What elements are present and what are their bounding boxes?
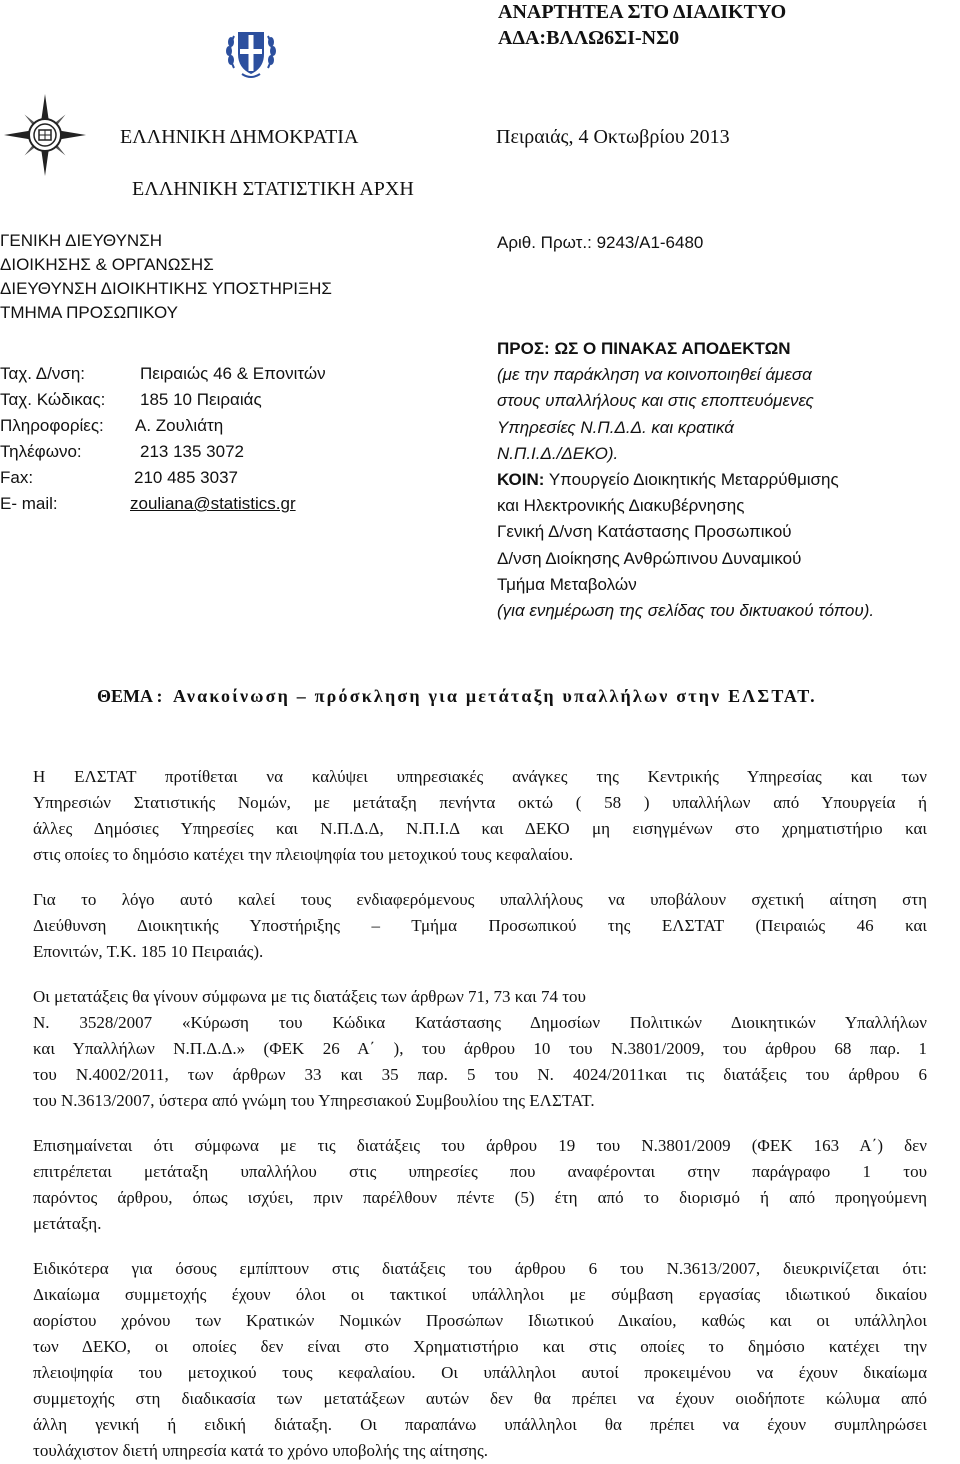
paragraph-line: επιτρέπεται μετάταξη υπαλλήλου στις υπηρεσίες που αναφέρονται στην παράγραφο 1 του: [33, 1162, 927, 1181]
phone-label: Τηλέφωνο:: [0, 442, 82, 461]
email-label: E- mail:: [0, 494, 58, 513]
email-link[interactable]: zouliana@statistics.gr: [130, 494, 296, 513]
body-paragraph: [33, 764, 927, 868]
protocol-number: [497, 230, 703, 256]
dept-line: ΔΙΕΥΘΥΝΣΗ ΔΙΟΙΚΗΤΙΚΗΣ ΥΠΟΣΤΗΡΙΞΗΣ: [0, 279, 332, 298]
to-note-line: (με την παράκληση να κοινοποιηθεί άμεσα: [497, 365, 812, 385]
paragraph-line: Ειδικότερα για όσους εμπίπτουν στις διατάξεις του άρθρου 6 του Ν.3613/2007, διευκρινίζεται ότι:: [33, 1259, 927, 1278]
to-label: ΠΡΟΣ:: [497, 339, 550, 358]
paragraph-line: Υπηρεσιών Στατιστικής Νομών, με μετάταξη πενήντα οκτώ ( 58 ) υπαλλήλων από Υπουργεία ή: [33, 793, 927, 812]
paragraph-line: Η ΕΛΣΤΑΤ προτίθεται να καλύψει υπηρεσιακές ανάγκες της Κεντρικής Υπηρεσίας και των: [33, 767, 927, 786]
to-note-line: Ν.Π.Ι.Δ./ΔΕΚΟ).: [497, 443, 619, 463]
postal-code-value: 185 10 Πειραιάς: [140, 390, 262, 409]
dept-line: ΔΙΟΙΚΗΣΗΣ & ΟΡΓΑΝΩΣΗΣ: [0, 255, 214, 274]
body-text: [33, 764, 927, 1464]
paragraph-line: συμμετοχής στη διαδικασία των μετατάξεων αυτών δεν θα πρέπει να έχουν οιοδήποτε κώλυμα από: [33, 1389, 927, 1408]
koin-line: Γενική Δ/νση Κατάστασης Προσωπικού: [497, 522, 792, 542]
dept-line: ΓΕΝΙΚΗ ΔΙΕΥΘΥΝΣΗ: [0, 231, 162, 250]
to-note-line: στους υπαλλήλους και στις εποπτευόμενες: [497, 391, 814, 411]
body-paragraph: [33, 887, 927, 965]
paragraph-line: μετάταξη.: [33, 1214, 102, 1233]
paragraph-line: των ΔΕΚΟ, οι οποίες δεν είναι στο Χρηματιστήριο και στις οποίες το δημόσιο κατέχει την: [33, 1337, 927, 1356]
posting-line-1: ΑΝΑΡΤΗΤΕΑ ΣΤΟ ΔΙΑΔΙΚΤΥΟ: [498, 1, 787, 23]
posting-line-2: ΑΔΑ:ΒΛΛΩ6ΣΙ-ΝΣ0: [498, 27, 680, 49]
sender-department: [0, 229, 332, 325]
paragraph-line: πλειοψηφία του μετοχικού τους κεφαλαίου. Οι υπάλληλοι αυτοί προκειμένου να έχουν δικαίωμα: [33, 1363, 927, 1382]
koin-line: Τμήμα Μεταβολών: [497, 574, 637, 594]
info-value: Α. Ζουλιάτη: [135, 416, 224, 435]
paragraph-line: και Υπαλλήλων Ν.Π.Δ.Δ.» (ΦΕΚ 26 Α΄ ), του άρθρου 10 του Ν.3801/2009, του άρθρου 68 παρ. 1: [33, 1039, 927, 1058]
paragraph-line: Επισημαίνεται ότι σύμφωνα με τις διατάξεις του άρθρου 19 του Ν.3801/2009 (ΦΕΚ 163 Α΄) δεν: [33, 1136, 927, 1155]
body-paragraph: [33, 984, 927, 1114]
sender-contact: [0, 361, 326, 517]
greek-coat-of-arms-icon: [224, 24, 278, 80]
recipient-block: [497, 336, 874, 624]
elstat-star-logo-icon: [2, 92, 88, 178]
address-label: Ταχ. Δ/νση:: [0, 364, 86, 383]
paragraph-line: στις οποίες το δημόσιο κατέχει την πλειοψηφία του μετοχικού τους κεφαλαίου.: [33, 845, 574, 864]
fax-value: 210 485 3037: [134, 468, 238, 487]
subject-line: [97, 682, 817, 710]
paragraph-line: αορίστου χρόνου των Κρατικών Νομικών Προσώπων Ιδιωτικού Δικαίου, καθώς και οι υπάλληλοι: [33, 1311, 927, 1330]
to-note-line: Υπηρεσίες Ν.Π.Δ.Δ. και κρατικά: [497, 417, 734, 437]
paragraph-line: άλλες Δημόσιες Υπηρεσίες και Ν.Π.Δ.Δ, Ν.Π.Ι.Δ και ΔΕΚΟ μη εισηγμένων στο χρηματιστήριο και: [33, 819, 927, 838]
body-paragraph: [33, 1256, 927, 1464]
phone-value: 213 135 3072: [140, 442, 244, 461]
paragraph-line: του Ν.3613/2007, ύστερα από γνώμη του Υπηρεσιακού Συμβουλίου της ΕΛΣΤΑΤ.: [33, 1091, 595, 1110]
body-paragraph: [33, 1133, 927, 1237]
protocol-value: 9243/Α1-6480: [596, 233, 704, 252]
place-date: Πειραιάς, 4 Οκτωβρίου 2013: [496, 126, 730, 148]
to-value: ΩΣ Ο ΠΙΝΑΚΑΣ ΑΠΟΔΕΚΤΩΝ: [554, 339, 791, 358]
address-value: Πειραιώς 46 & Επονιτών: [140, 364, 326, 383]
authority-title: ΕΛΛΗΝΙΚΗ ΣΤΑΤΙΣΤΙΚΗ ΑΡΧΗ: [132, 178, 414, 200]
paragraph-line: του Ν.4002/2011, των άρθρων 33 και 35 παρ. 5 του Ν. 4024/2011και τις διατάξεις του άρθρου 6: [33, 1065, 927, 1084]
paragraph-line: Επονιτών, Τ.Κ. 185 10 Πειραιάς).: [33, 942, 264, 961]
paragraph-line: Δικαίωμα συμμετοχής έχουν όλοι οι τακτικοί υπάλληλοι με σύμβαση εργασίας ιδιωτικού δικαίου: [33, 1285, 927, 1304]
koin-note: (για ενημέρωση της σελίδας του δικτυακού τόπου).: [497, 601, 875, 621]
fax-label: Fax:: [0, 468, 34, 487]
republic-title: ΕΛΛΗΝΙΚΗ ΔΗΜΟΚΡΑΤΙΑ: [120, 126, 359, 148]
koin-label: ΚΟΙΝ:: [497, 470, 545, 490]
koin-line: Δ/νση Διοίκησης Ανθρώπινου Δυναμικού: [497, 548, 802, 568]
koin-first-line: Υπουργείο Διοικητικής Μεταρρύθμισης: [548, 470, 839, 490]
dept-line: ΤΜΗΜΑ ΠΡΟΣΩΠΙΚΟΥ: [0, 303, 178, 322]
subject-text: Ανακοίνωση – πρόσκληση για μετάταξη υπαλλήλων στην ΕΛΣΤΑΤ.: [173, 686, 817, 706]
paragraph-line: παρόντος άρθρου, όπως ισχύει, πριν παρέλθουν πέντε (5) έτη από το διορισμό ή από προηγούμενη: [33, 1188, 927, 1207]
paragraph-line: Οι μετατάξεις θα γίνουν σύμφωνα με τις διατάξεις των άρθρων 71, 73 και 74 του: [33, 987, 586, 1006]
protocol-label: Αριθ. Πρωτ.:: [497, 233, 592, 252]
paragraph-line: Για το λόγο αυτό καλεί τους ενδιαφερόμενους υπαλλήλους να υποβάλουν σχετική αίτηση στη: [33, 890, 927, 909]
paragraph-line: άλλη γενική ή ειδική διάταξη. Οι παραπάνω υπάλληλοι θα πρέπει να έχουν συμπληρώσει: [33, 1415, 927, 1434]
subject-label: ΘΕΜΑ :: [97, 686, 163, 706]
info-label: Πληροφορίες:: [0, 416, 104, 435]
paragraph-line: Ν. 3528/2007 «Κύρωση του Κώδικα Κατάστασης Δημοσίων Πολιτικών Διοικητικών Υπαλλήλων: [33, 1013, 927, 1032]
koin-line: και Ηλεκτρονικής Διακυβέρνησης: [497, 496, 745, 516]
paragraph-line: Διεύθυνση Διοικητικής Υποστήριξης – Τμήμα Προσωπικού της ΕΛΣΤΑΤ (Πειραιώς 46 και: [33, 916, 927, 935]
paragraph-line: τουλάχιστον διετή υπηρεσία κατά το χρόνο υποβολής της αίτησης.: [33, 1441, 488, 1460]
postal-code-label: Ταχ. Κώδικας:: [0, 390, 106, 409]
